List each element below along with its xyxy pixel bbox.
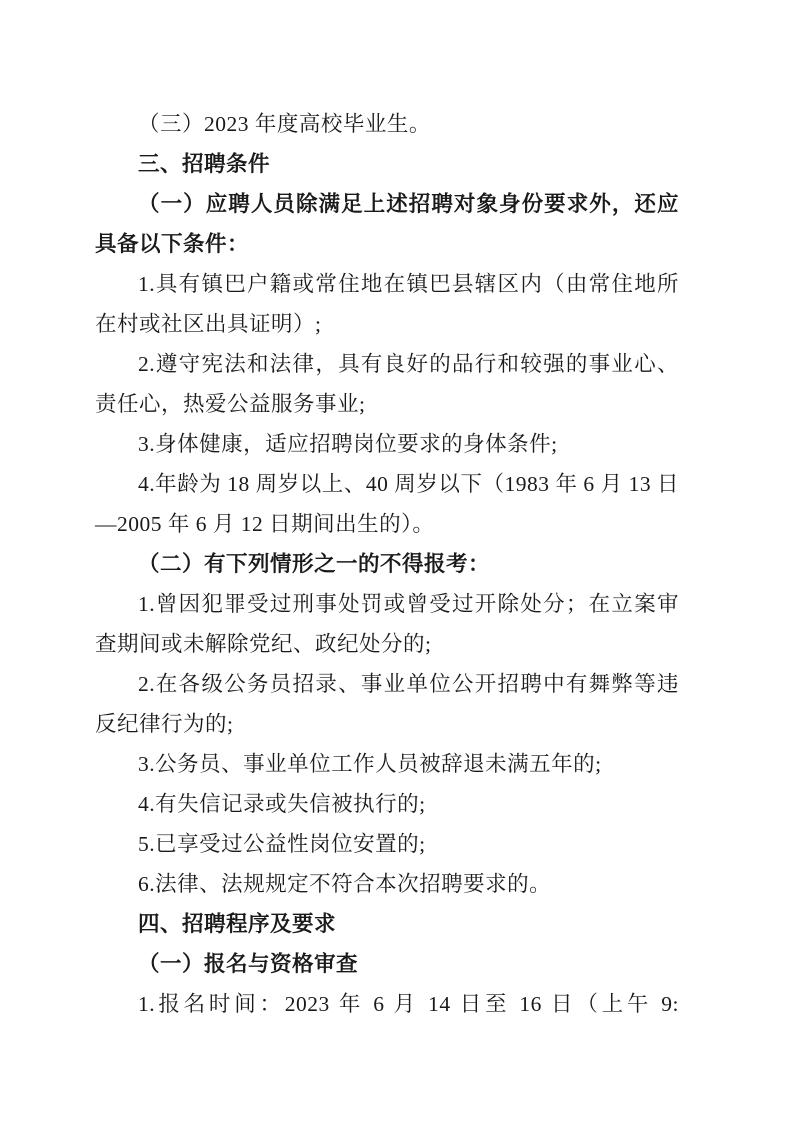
subheading-condition-requirements: （一）应聘人员除满足上述招聘对象身份要求外，还应具备以下条件： bbox=[95, 192, 679, 256]
para-registration-time: 1.报名时间：2023 年 6 月 14 日至 16 日（上午 9: bbox=[138, 992, 679, 1016]
disqualification-item-4: 4.有失信记录或失信被执行的; bbox=[138, 792, 426, 816]
subheading-disqualifications: （二）有下列情形之一的不得报考： bbox=[138, 552, 491, 576]
subheading-registration-review: （一）报名与资格审查 bbox=[138, 952, 359, 976]
condition-item-2: 2.遵守宪法和法律，具有良好的品行和较强的事业心、责任心，热爱公益服务事业; bbox=[95, 352, 679, 416]
heading-recruit-conditions: 三、招聘条件 bbox=[138, 152, 271, 176]
disqualification-item-6: 6.法律、法规规定不符合本次招聘要求的。 bbox=[138, 872, 552, 896]
disqualification-item-3: 3.公务员、事业单位工作人员被辞退未满五年的; bbox=[138, 752, 602, 776]
para-target-graduates: （三）2023 年度高校毕业生。 bbox=[138, 112, 431, 136]
heading-recruit-procedure: 四、招聘程序及要求 bbox=[138, 912, 337, 936]
condition-item-3: 3.身体健康，适应招聘岗位要求的身体条件; bbox=[138, 432, 558, 456]
disqualification-item-1: 1.曾因犯罪受过刑事处罚或曾受过开除处分；在立案审查期间或未解除党纪、政纪处分的; bbox=[95, 592, 679, 656]
condition-item-4: 4.年龄为 18 周岁以上、40 周岁以下（1983 年 6 月 13 日—2005 年 6 月 12 日期间出生的）。 bbox=[95, 472, 679, 536]
document-body bbox=[95, 104, 679, 1024]
disqualification-item-5: 5.已享受过公益性岗位安置的; bbox=[138, 832, 426, 856]
condition-item-1: 1.具有镇巴户籍或常住地在镇巴县辖区内（由常住地所在村或社区出具证明）; bbox=[95, 272, 679, 336]
disqualification-item-2: 2.在各级公务员招录、事业单位公开招聘中有舞弊等违反纪律行为的; bbox=[95, 672, 679, 736]
